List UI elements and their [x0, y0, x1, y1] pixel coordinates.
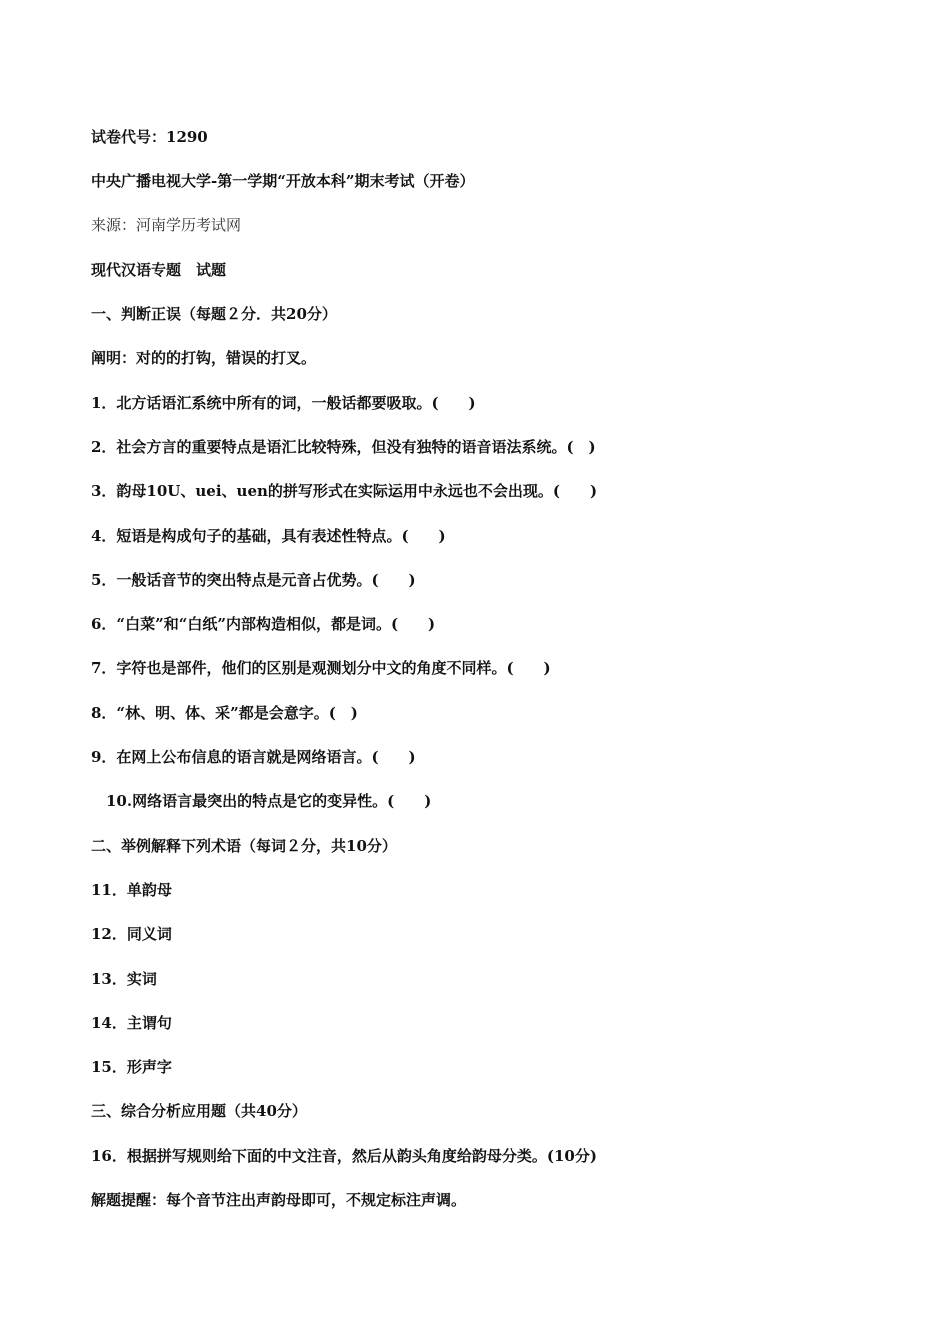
hint-line: 解题提醒：每个音节注出声韵母即可，不规定标注声调。 — [91, 1191, 467, 1209]
question-item: 3．韵母10U、uei、uen的拼写形式在实际运用中永远也不会出现。( ) — [91, 482, 598, 500]
analysis-item: 16．根据拼写规则给下面的中文注音，然后从韵头角度给韵母分类。(10分) — [91, 1147, 597, 1165]
term-item: 11．单韵母 — [91, 881, 172, 899]
question-item: 2．社会方言的重要特点是语汇比较特殊，但没有独特的语音语法系统。( ) — [91, 438, 596, 456]
section-1-heading: 一、判断正误（每题２分．共20分） — [91, 305, 337, 323]
subject-title: 现代汉语专题 试题 — [91, 261, 227, 279]
question-item: 1．北方话语汇系统中所有的词，一般话都要吸取。( ) — [91, 394, 476, 412]
question-item: 9．在网上公布信息的语言就是网络语言。( ) — [91, 748, 416, 766]
source-line: 来源：河南学历考试网 — [91, 216, 242, 234]
term-item: 13．实词 — [91, 970, 157, 988]
question-item: 8．“林、明、体、采”都是会意字。( ) — [91, 704, 358, 722]
question-item: 7．字符也是部件，他们的区别是观测划分中文的角度不同样。( ) — [91, 659, 551, 677]
section-3-heading: 三、综合分析应用题（共40分） — [91, 1102, 307, 1120]
section-2-heading: 二、举例解释下列术语（每词２分，共10分） — [91, 837, 397, 855]
exam-title: 中央广播电视大学-第一学期“开放本科”期末考试（开卷） — [91, 172, 475, 190]
question-item: 5．一般话音节的突出特点是元音占优势。( ) — [91, 571, 416, 589]
section-1-instruction: 阐明：对的的打钩，错误的打叉。 — [91, 349, 317, 367]
question-item: 4．短语是构成句子的基础，具有表述性特点。( ) — [91, 527, 446, 545]
question-item: 6．“白菜”和“白纸”内部构造相似，都是词。( ) — [91, 615, 436, 633]
term-item: 12．同义词 — [91, 925, 172, 943]
exam-code: 试卷代号：1290 — [91, 128, 208, 146]
question-item: 10.网络语言最突出的特点是它的变异性。( ) — [106, 792, 432, 810]
term-item: 15．形声字 — [91, 1058, 172, 1076]
term-item: 14．主谓句 — [91, 1014, 172, 1032]
